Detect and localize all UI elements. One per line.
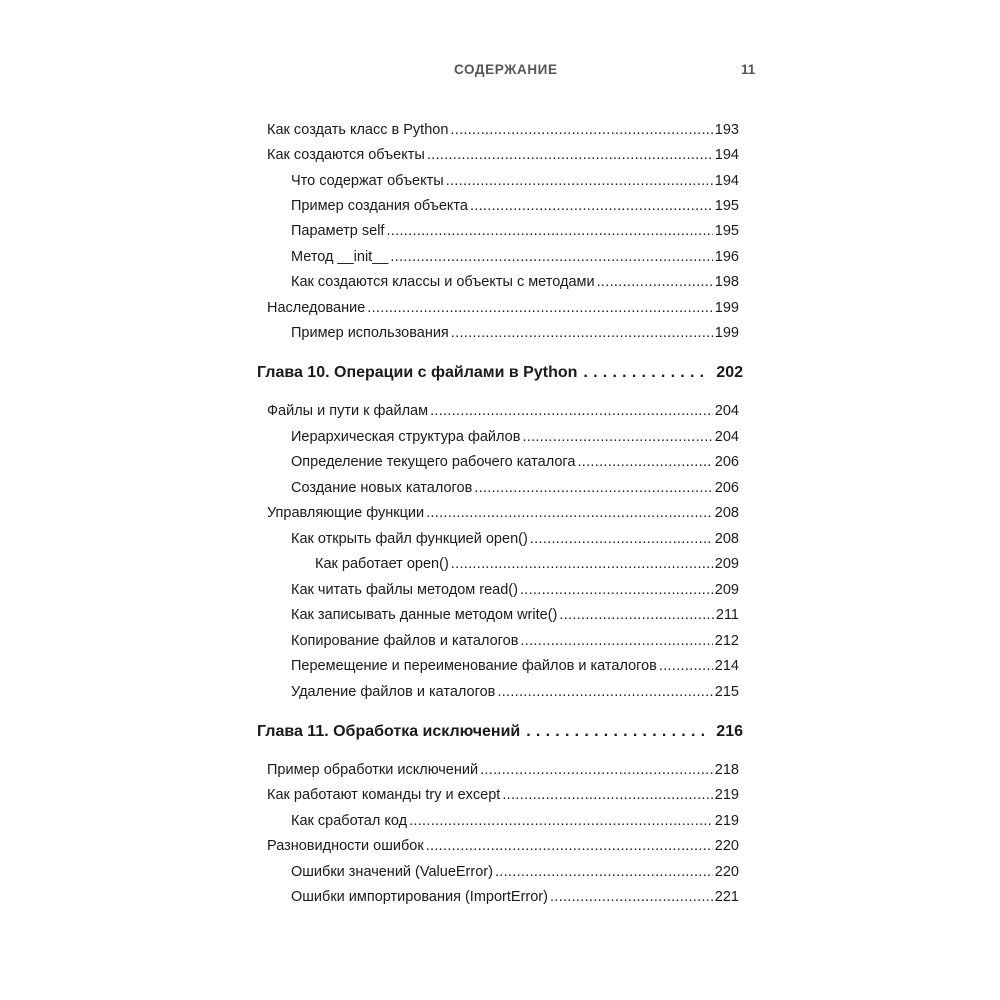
toc-entry-title: Пример использования <box>291 325 449 341</box>
toc-entry-page: 208 <box>714 531 739 547</box>
toc-entry <box>291 222 739 240</box>
dot-leader <box>426 837 713 855</box>
dot-leader <box>583 363 710 383</box>
toc-entry-title: Пример создания объекта <box>291 198 468 214</box>
toc-entry-page: 218 <box>714 762 739 778</box>
toc-entry <box>267 504 739 522</box>
toc-entry-page: 219 <box>714 813 739 829</box>
toc-entry-title: Иерархическая структура файлов <box>291 429 521 445</box>
dot-leader <box>470 197 713 215</box>
toc-entry <box>291 632 739 650</box>
toc-entry <box>291 657 739 675</box>
toc-chapter-entry <box>257 722 743 742</box>
dot-leader <box>502 786 712 804</box>
dot-leader <box>426 504 713 522</box>
toc-entry-page: 214 <box>714 658 739 674</box>
toc-entry-page: 219 <box>714 787 739 803</box>
toc-entry-title: Как создать класс в Python <box>267 122 449 138</box>
toc-entry-page: 212 <box>714 633 739 649</box>
toc-entry <box>291 530 739 548</box>
toc-entry <box>291 581 739 599</box>
toc-entry <box>267 146 739 164</box>
dot-leader <box>450 121 712 139</box>
dot-leader <box>550 888 713 906</box>
toc-entry-page: 199 <box>714 325 739 341</box>
toc-entry-title: Удаление файлов и каталогов <box>291 684 496 700</box>
toc-entry-title: Ошибки значений (ValueError) <box>291 864 493 880</box>
toc-entry-title: Пример обработки исключений <box>267 762 479 778</box>
toc-entry-page: 206 <box>714 454 739 470</box>
running-head: СОДЕРЖАНИЕ <box>454 62 558 77</box>
toc-entry-title: Что содержат объекты <box>291 173 444 189</box>
toc-entry-title: Как создаются объекты <box>267 147 425 163</box>
toc-entry-page: 204 <box>714 429 739 445</box>
toc-entry-page: 204 <box>714 403 739 419</box>
dot-leader <box>367 299 713 317</box>
toc-entry-page: 199 <box>714 300 739 316</box>
toc-entry <box>291 428 739 446</box>
toc-entry <box>267 761 739 779</box>
dot-leader <box>559 606 714 624</box>
dot-leader <box>577 453 712 471</box>
toc-entry <box>291 863 739 881</box>
toc-entry-title: Определение текущего рабочего каталога <box>291 454 576 470</box>
page-number: 11 <box>741 62 756 77</box>
toc-entry-title: Разновидности ошибок <box>267 838 424 854</box>
toc-entry-page: 209 <box>714 582 739 598</box>
toc-entry-title: Копирование файлов и каталогов <box>291 633 519 649</box>
toc-entry <box>267 121 739 139</box>
toc-entry-title: Как читать файлы методом read() <box>291 582 518 598</box>
chapter-page: 202 <box>716 364 743 381</box>
toc-entry-page: 215 <box>714 684 739 700</box>
toc-entry <box>291 248 739 266</box>
dot-leader <box>451 324 713 342</box>
toc-entry-title: Перемещение и переименование файлов и каталогов <box>291 658 657 674</box>
toc-entry-page: 220 <box>714 838 739 854</box>
toc-entry <box>315 555 739 573</box>
dot-leader <box>390 248 712 266</box>
toc-chapter-entry <box>257 363 743 383</box>
dot-leader <box>427 146 713 164</box>
toc-entry-page: 195 <box>714 223 739 239</box>
toc-entry <box>291 812 739 830</box>
toc-entry <box>267 299 739 317</box>
toc-entry-title: Параметр self <box>291 223 385 239</box>
toc-entry-title: Ошибки импортирования (ImportError) <box>291 889 548 905</box>
toc-entry-page: 195 <box>714 198 739 214</box>
dot-leader <box>430 402 713 420</box>
dot-leader <box>526 722 710 742</box>
dot-leader <box>386 222 712 240</box>
toc-entry-title: Как работают команды try и except <box>267 787 501 803</box>
toc-entry-page: 221 <box>714 889 739 905</box>
toc-entry-title: Как записывать данные методом write() <box>291 607 558 623</box>
chapter-page: 216 <box>716 723 743 740</box>
toc-entry-title: Управляющие функции <box>267 505 425 521</box>
toc-entry-title: Как открыть файл функцией open() <box>291 531 528 547</box>
toc-entry-page: 196 <box>714 249 739 265</box>
toc-entry-title: Как сработал код <box>291 813 408 829</box>
toc-entry-title: Как работает open() <box>315 556 449 572</box>
toc-entry-title: Создание новых каталогов <box>291 480 473 496</box>
toc-entry <box>291 683 739 701</box>
toc-entry <box>267 402 739 420</box>
toc-entry-title: Метод __init__ <box>291 249 389 265</box>
dot-leader <box>480 761 713 779</box>
dot-leader <box>497 683 712 701</box>
toc-entry <box>291 172 739 190</box>
toc-entry <box>267 837 739 855</box>
chapter-title: Глава 10. Операции с файлами в Python <box>257 364 578 381</box>
dot-leader <box>409 812 713 830</box>
toc-entry-page: 209 <box>714 556 739 572</box>
dot-leader <box>495 863 713 881</box>
toc-entry-page: 211 <box>715 607 739 623</box>
dot-leader <box>530 530 713 548</box>
chapter-title: Глава 11. Обработка исключений <box>257 723 521 740</box>
toc-entry <box>291 888 739 906</box>
toc-entry-page: 194 <box>714 173 739 189</box>
toc-entry <box>291 479 739 497</box>
toc-entry-page: 206 <box>714 480 739 496</box>
toc-entry-title: Файлы и пути к файлам <box>267 403 429 419</box>
toc-entry-page: 220 <box>714 864 739 880</box>
toc-entry <box>291 606 739 624</box>
toc-entry-page: 193 <box>714 122 739 138</box>
toc-entry-page: 198 <box>714 274 739 290</box>
toc-entry-title: Наследование <box>267 300 366 316</box>
toc-entry <box>291 453 739 471</box>
dot-leader <box>659 657 713 675</box>
toc-entry <box>267 786 739 804</box>
toc-entry <box>291 324 739 342</box>
toc-entry-page: 208 <box>714 505 739 521</box>
dot-leader <box>451 555 713 573</box>
toc-entry <box>291 273 739 291</box>
toc-entry-page: 194 <box>714 147 739 163</box>
dot-leader <box>597 273 713 291</box>
toc-entry-title: Как создаются классы и объекты с методами <box>291 274 595 290</box>
dot-leader <box>522 428 712 446</box>
dot-leader <box>446 172 713 190</box>
toc-entry <box>291 197 739 215</box>
dot-leader <box>520 632 712 650</box>
dot-leader <box>474 479 713 497</box>
dot-leader <box>520 581 713 599</box>
